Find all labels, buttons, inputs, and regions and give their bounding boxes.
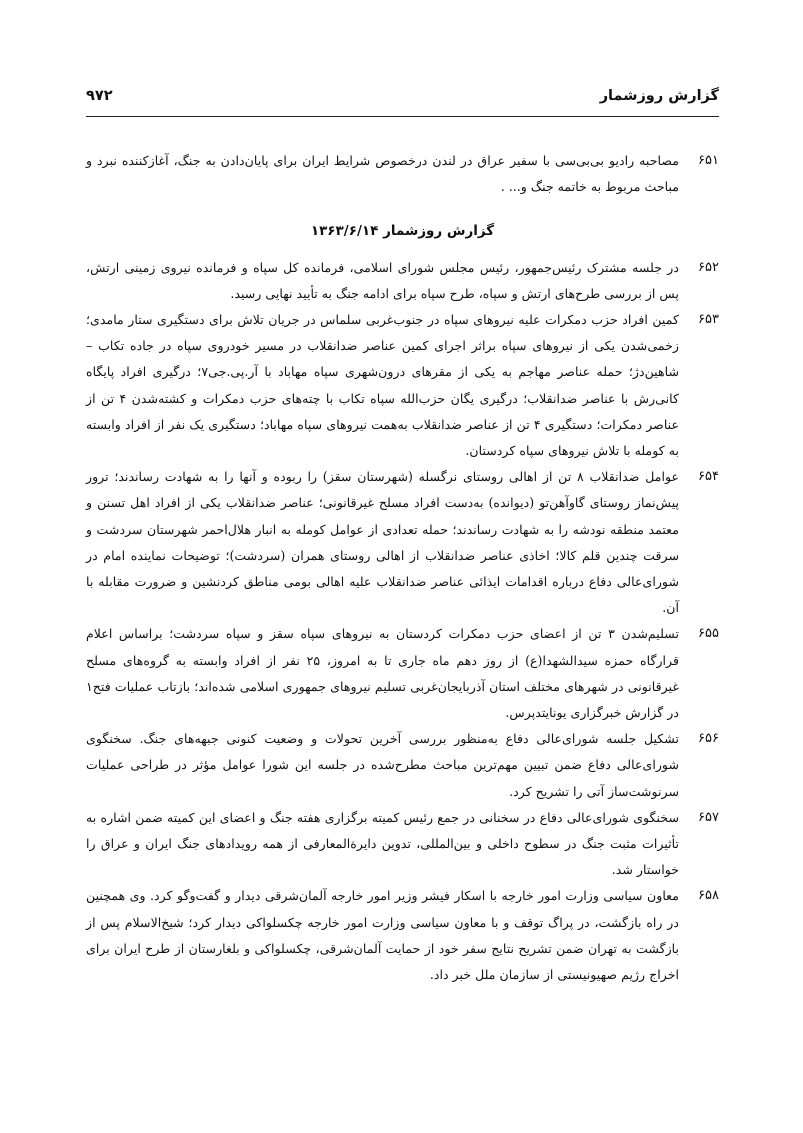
page-header bbox=[86, 86, 719, 112]
entry-number: ۶۵۱ bbox=[698, 153, 719, 168]
entry-655 bbox=[86, 621, 719, 726]
entry-number: ۶۵۷ bbox=[698, 809, 719, 825]
entry-653 bbox=[86, 307, 719, 464]
entry-654 bbox=[86, 464, 719, 621]
entry-text: مصاحبه رادیو بی‌بی‌سی با سفیر عراق در لندن درخصوص شرایط ایران برای پایان‌دادن به جنگ، آغازکننده نبرد و مباحث مربوط به خاتمه جنگ و... . bbox=[86, 153, 679, 195]
entry-652 bbox=[86, 255, 719, 307]
entry-text: معاون سیاسی وزارت امور خارجه با اسکار فیشر وزیر امور خارجه آلمان‌شرقی دیدار و گفت‌وگو کرد. وی همچنین در راه بازگشت، در پراگ توقف و با معاون سیاسی وزارت امور خارجه چکسلواکی دیدار کرد؛ شیخ‌الاسلام پس از بازگشت به تهران ضمن تشریح نتایج سفر خود از حمایت آلمان‌شرقی، چکسلواکی و بلغارستان از طرح ایران برای اخراج رژیم صهیونیستی از سازمان ملل خبر داد. bbox=[86, 888, 679, 983]
entry-text: کمین افراد حزب دمکرات علیه نیروهای سپاه در جنوب‌غربی سلماس در جریان تلاش برای دستگیری ستار مامدی؛ زخمی‌شدن یکی از نیروهای سپاه براثر اجرای کمین عناصر ضدانقلاب در مسیر خودروی سپاه در جاده تکاب – شاهین‌دژ؛ حمله عناصر مهاجم به یکی از مقرهای درون‌شهری سپاه مهاباد با آر.پی.جی۷؛ درگیری افراد پایگاه کانی‌رش با عناصر ضدانقلاب؛ درگیری یگان حزب‌الله سپاه تکاب با چته‌های حزب دمکرات و کشته‌شدن ۴ تن از عناصر دمکرات؛ دستگیری ۴ تن از عناصر ضدانقلاب به‌همت نیروهای سپاه مهاباد؛ دستگیری یک نفر از افراد وابسته به کومله با تلاش نیروهای سپاه کردستان. bbox=[86, 312, 680, 459]
entry-text: در جلسه مشترک رئیس‌جمهور، رئیس مجلس شورای اسلامی، فرمانده کل سپاه و فرمانده نیروی زمینی ارتش، پس از بررسی طرح‌های ارتش و سپاه، طرح سپاه برای ادامه جنگ به تأیید نهایی رسید. bbox=[86, 259, 679, 301]
entry-text: سخنگوی شورای‌عالی دفاع در سخنانی در جمع رئیس کمیته برگزاری هفته جنگ و اعضای این کمیته ضمن اشاره به تأثیرات مثبت جنگ در سطوح داخلی و بین‌المللی، تدوین دایرةالمعارفی از همه رویدادهای جنگ ایران و عراق را خواستار شد. bbox=[86, 809, 679, 878]
header-divider bbox=[86, 116, 719, 117]
page-body bbox=[86, 148, 719, 988]
entry-number: ۶۵۲ bbox=[698, 259, 719, 275]
running-header-title: گزارش روزشمار bbox=[599, 88, 719, 104]
entry-number: ۶۵۵ bbox=[698, 626, 719, 642]
entry-text: عوامل ضدانقلاب ۸ تن از اهالی روستای نرگسله (شهرستان سقز) را ربوده و آنها را به شهادت رساندند؛ ترور پیش‌نماز روستای گاوآهن‌تو (دیوانده) به‌دست افراد مسلح غیرقانونی؛ عناصر ضدانقلاب یکی از افراد اهل تسنن و معتمد منطقه نودشه را به شهادت رساندند؛ حمله تعدادی از عوامل کومله به انبار هلال‌احمر شهرستان سردشت و سرقت چندین قلم کالا؛ اخاذی عناصر ضدانقلاب از اهالی روستای همران (سردشت)؛ توضیحات نماینده امام در شورای‌عالی دفاع درباره اقدامات ایذائی عناصر ضدانقلاب علیه اهالی بومی مناطق کردنشین و ضرورت مقابله با آن. bbox=[86, 469, 679, 616]
entry-number: ۶۵۴ bbox=[698, 469, 719, 485]
section-heading: گزارش روزشمار ۱۳۶۳/۶/۱۴ bbox=[310, 223, 495, 240]
entry-text: تسلیم‌شدن ۳ تن از اعضای حزب دمکرات کردستان به نیروهای سپاه سقز و سپاه سردشت؛ براساس اعلام قرارگاه حمزه سیدالشهدا(ع) از روز دهم ماه جاری تا به امروز، ۲۵ نفر از افراد وابسته به گروه‌های مسلح غیرقانونی در شهرهای مختلف استان آذربایجان‌غربی تسلیم نیروهای جمهوری اسلامی شده‌اند؛ بازتاب عملیات فتح۱ در گزارش خبرگزاری یونایتدپرس. bbox=[86, 626, 679, 721]
entry-658 bbox=[86, 883, 719, 988]
entry-657 bbox=[86, 805, 719, 884]
entry-656 bbox=[86, 726, 719, 805]
entry-number: ۶۵۳ bbox=[698, 312, 719, 328]
entry-text: تشکیل جلسه شورای‌عالی دفاع به‌منظور بررسی آخرین تحولات و وضعیت کنونی جبهه‌های جنگ. سخنگوی شورای‌عالی دفاع ضمن تبیین مهم‌ترین مباحث مطرح‌شده در جلسه این شورا عوامل مؤثر در طراحی عملیات سرنوشت‌ساز آتی را تشریح کرد. bbox=[86, 731, 679, 799]
page-number: ۹۷۲ bbox=[86, 88, 113, 104]
entry-number: ۶۵۸ bbox=[698, 888, 719, 904]
entry-number: ۶۵۶ bbox=[698, 731, 719, 747]
entry-651 bbox=[86, 148, 719, 200]
